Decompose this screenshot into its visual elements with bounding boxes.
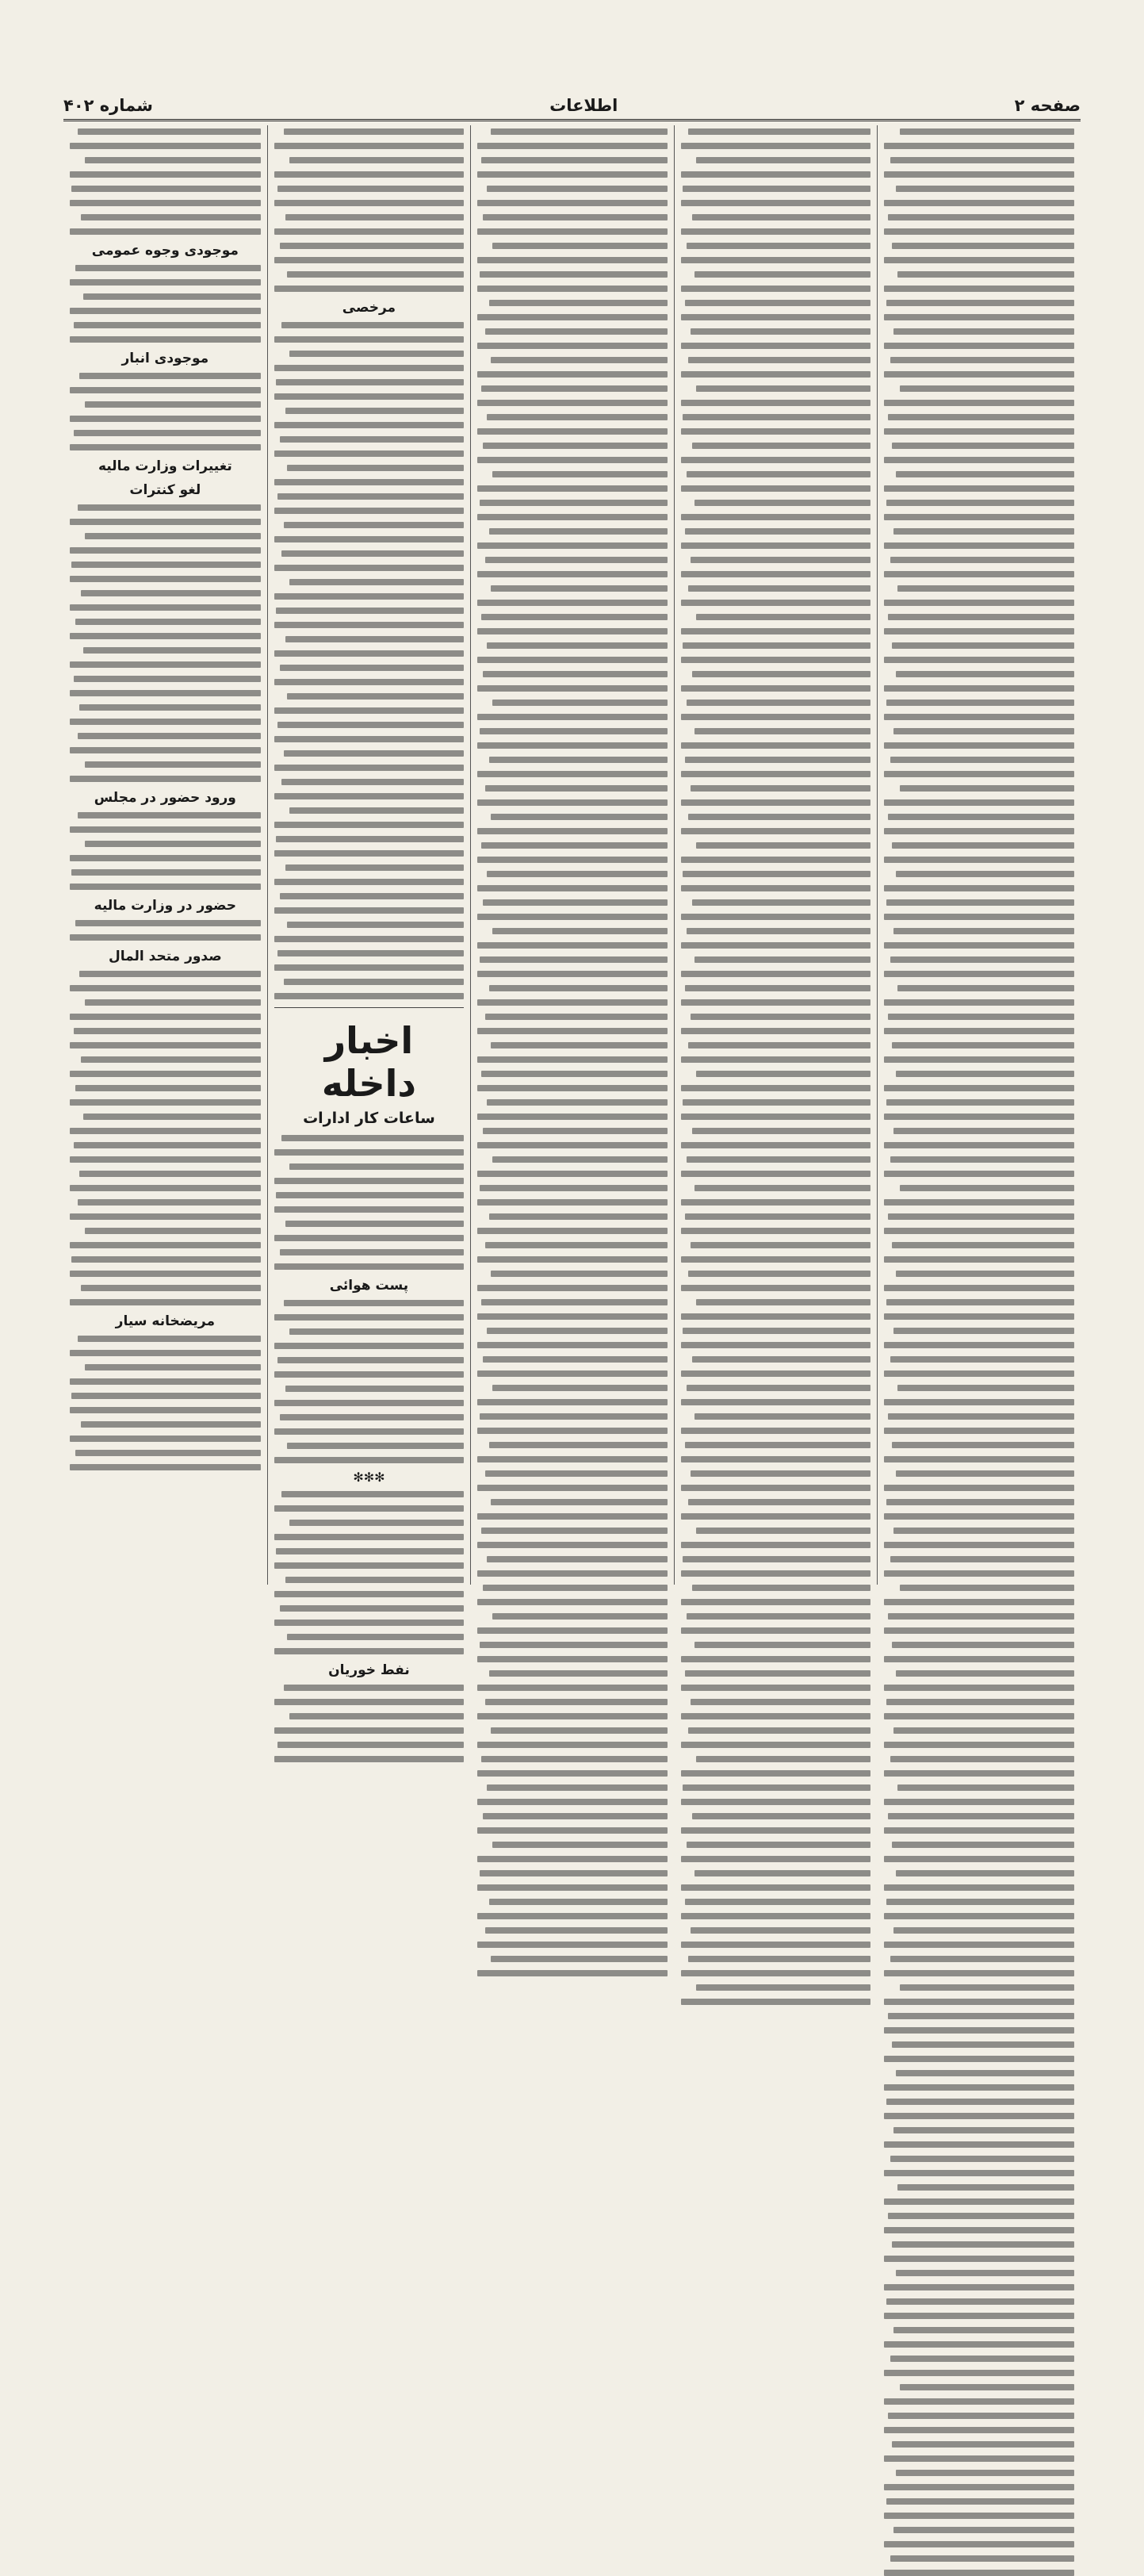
majlis-entry-text — [70, 812, 261, 890]
abolitions-heading: لغو کنترات — [129, 482, 201, 498]
working-hours-heading: ساعات کار ادارات — [303, 1110, 435, 1127]
column-4-mid-text — [274, 322, 465, 999]
majlis-entry-heading: ورود حضور در مجلس — [94, 790, 236, 806]
domestic-news-title: اخبار داخله — [321, 1019, 417, 1105]
column-2-text — [681, 128, 871, 2005]
air-mail-heading: پست هوائی — [329, 1278, 409, 1294]
header-rule — [63, 119, 1081, 121]
finance-changes-heading: تغییرات وزارت مالیه — [98, 458, 232, 474]
warehouse-text — [70, 373, 261, 450]
budget-text — [70, 265, 261, 343]
expenditure-heading: مرخصی — [342, 300, 396, 316]
column-4 — [267, 125, 471, 1678]
column-4-top-text — [274, 128, 465, 292]
column-3-text — [477, 128, 668, 1976]
chief-accounting-heading: صدور متحد المال — [108, 949, 222, 964]
page-header — [63, 94, 1081, 117]
column-5 — [63, 125, 267, 1585]
issue-number: شماره ۴۰۲ — [63, 96, 153, 115]
attendance-heading: حضور در وزارت مالیه — [94, 898, 236, 914]
column-1-text — [884, 128, 1074, 2576]
chief-accounting-text — [70, 971, 261, 1305]
column-3 — [470, 125, 674, 1585]
warehouse-heading: موجودی انبار — [121, 351, 209, 366]
working-hours-text — [274, 1135, 465, 1270]
newspaper-name: اطلاعات — [549, 96, 618, 115]
article-columns — [63, 125, 1081, 1678]
budget-heading: موجودی وجوه عمومی — [91, 243, 239, 259]
column-2 — [674, 125, 878, 1585]
column-1 — [877, 125, 1081, 1585]
air-mail-text — [274, 1300, 465, 1463]
oil-wells-heading: نفط خوریان — [328, 1662, 410, 1678]
sick-leave-heading: مریضخانه سیار — [115, 1313, 215, 1329]
column-5-top-text — [70, 128, 261, 235]
divider — [274, 1007, 465, 1008]
abolitions-text — [70, 504, 261, 782]
oil-wells-text — [274, 1685, 465, 1762]
sick-leave-text — [70, 1336, 261, 1470]
column-4-lower-text — [274, 1491, 465, 1654]
attendance-text — [70, 920, 261, 941]
separator-ornament: ✻✻✻ — [353, 1470, 385, 1485]
page-number: صفحه ۲ — [1014, 96, 1081, 115]
